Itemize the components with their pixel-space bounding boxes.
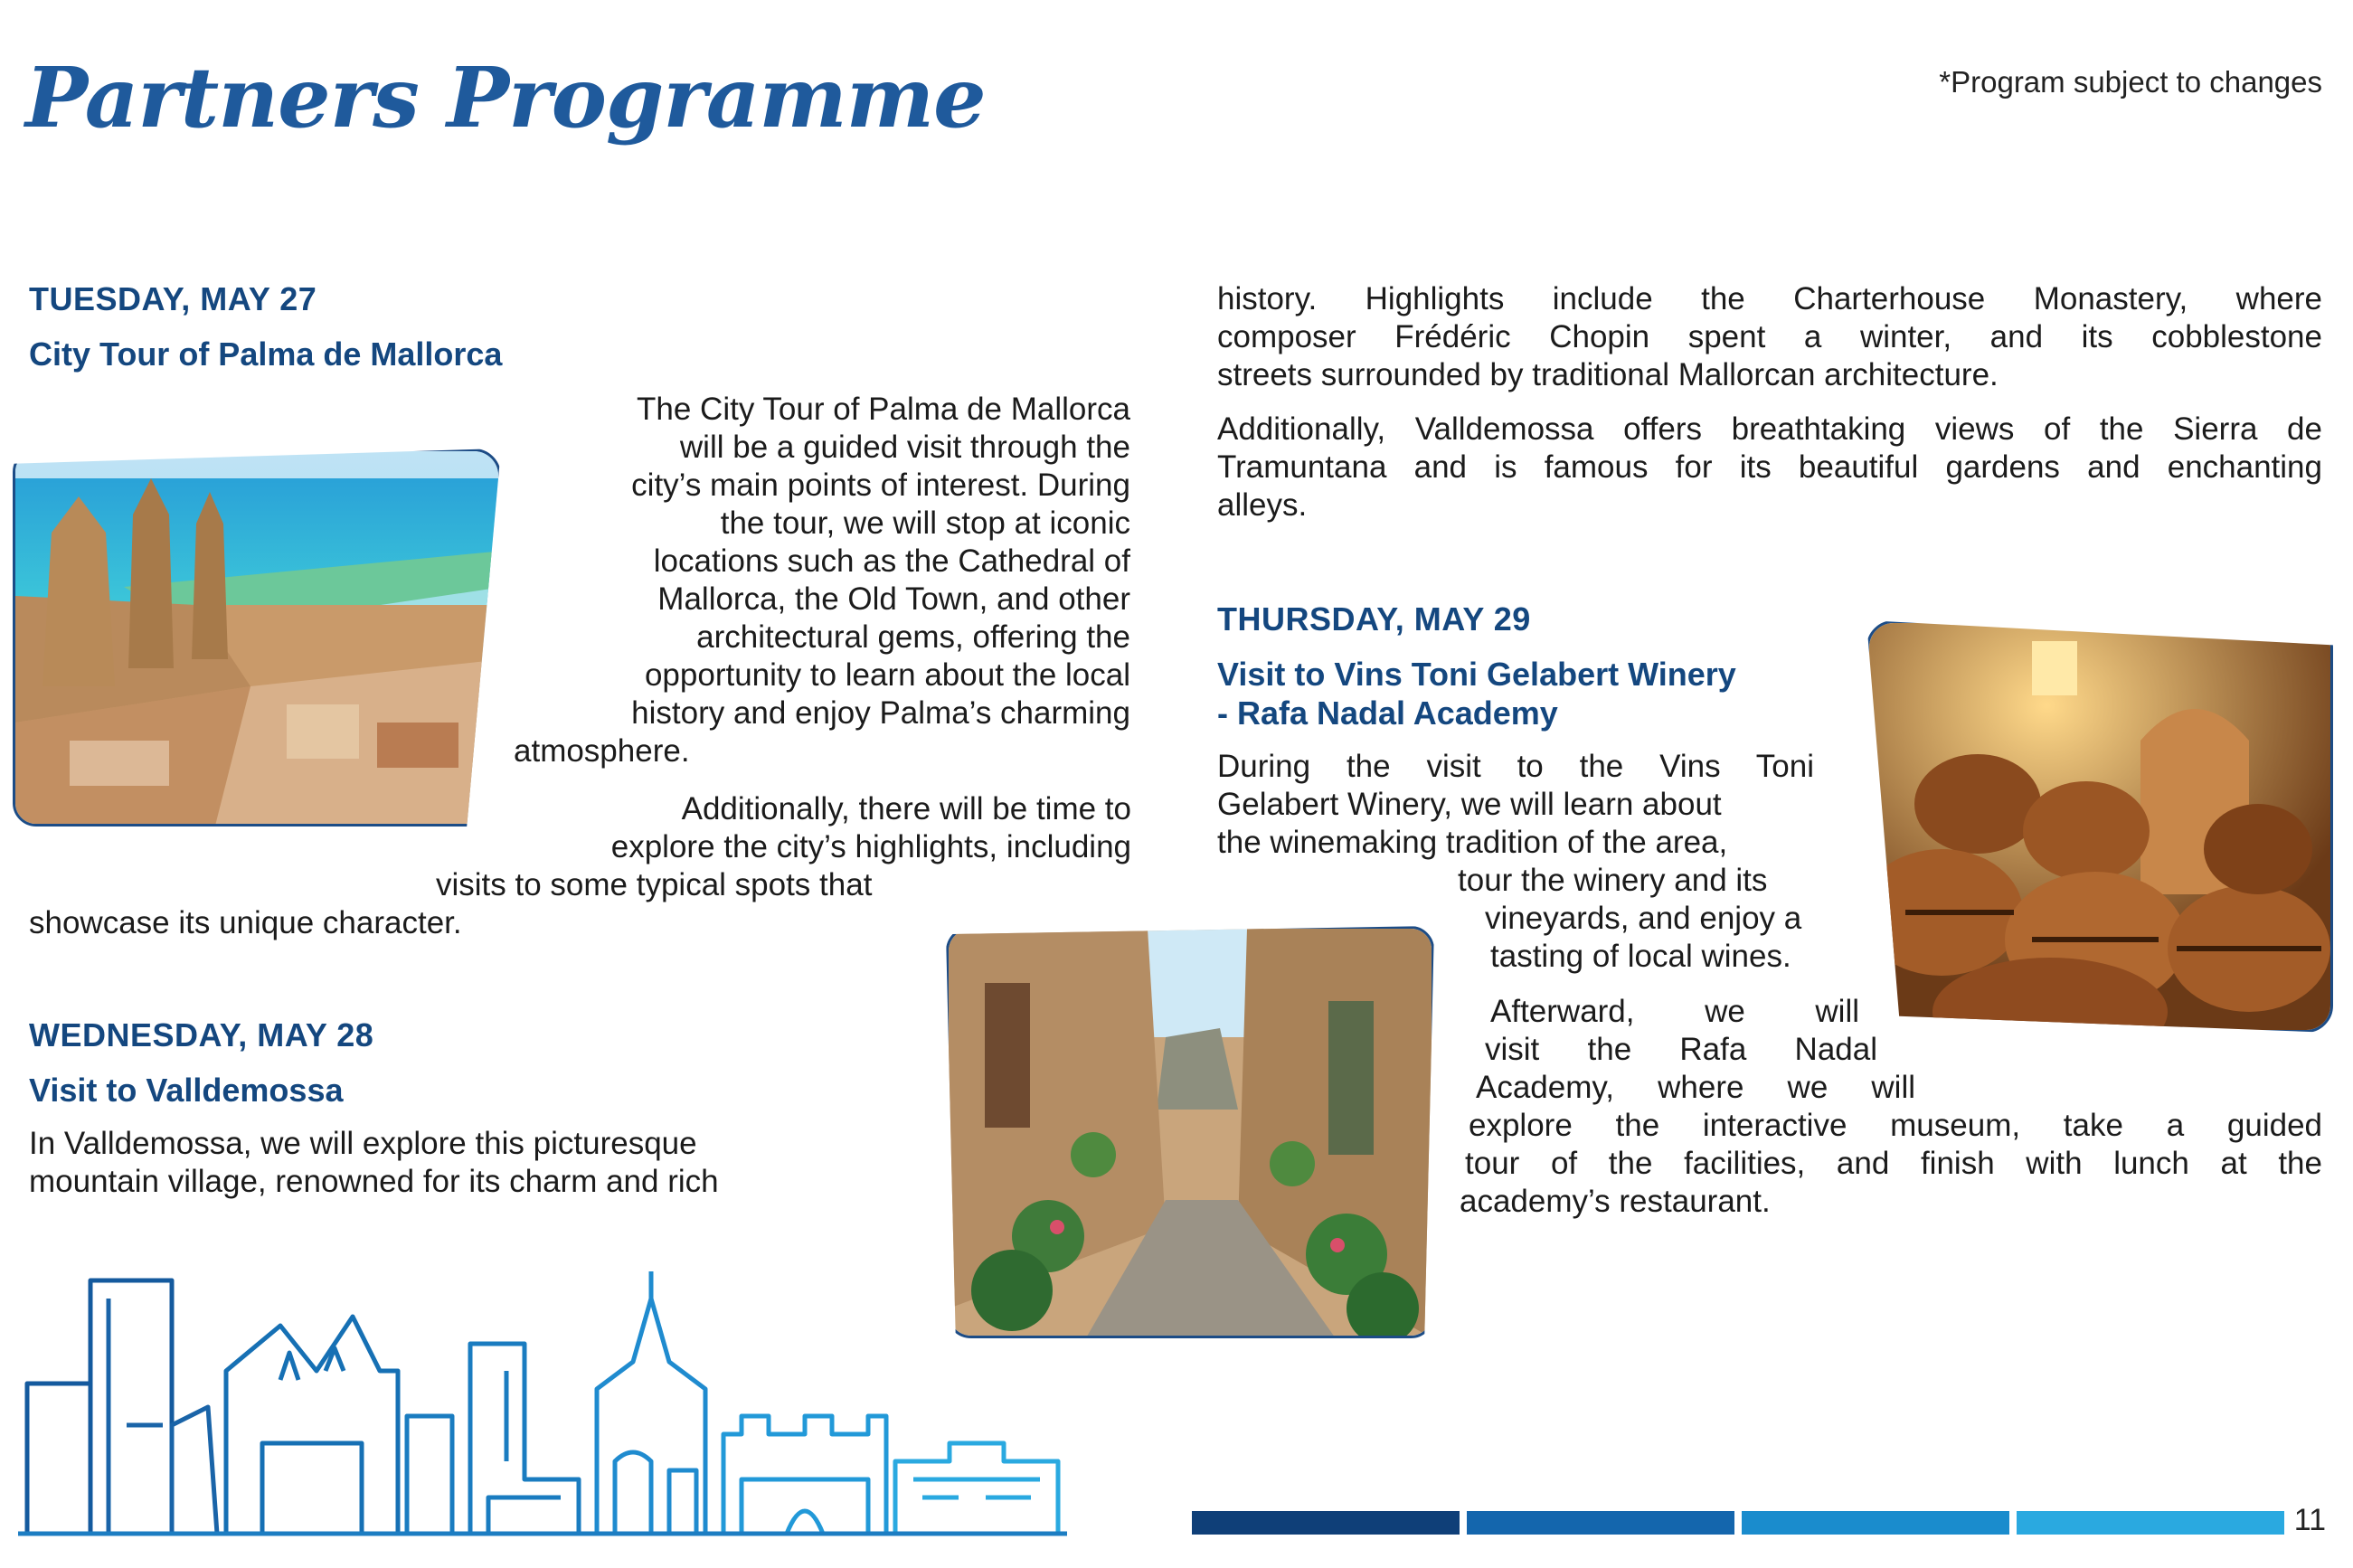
activity-line: - Rafa Nadal Academy (1217, 694, 1558, 732)
palma-cathedral-photo (13, 449, 501, 827)
text-line: mountain village, renowned for its charm and rich (29, 1164, 719, 1199)
text-line: Additionally, Valldemossa offers breathtaking views of the Sierra de (1217, 411, 2322, 447)
thursday-heading: THURSDAY, MAY 29 (1217, 600, 1531, 638)
tuesday-paragraph-1 (506, 391, 1130, 770)
tuesday-heading: TUESDAY, MAY 27 (29, 280, 317, 317)
palma-skyline-illustration (18, 1262, 1076, 1552)
text-line: visit the Rafa Nadal (1485, 1032, 1877, 1067)
text-line: the winemaking tradition of the area, (1217, 825, 1728, 860)
text-line: visits to some typical spots that (436, 867, 873, 902)
text-line: architectural gems, offering the (696, 619, 1130, 655)
page-title: Partners Programme (25, 49, 986, 146)
text-line: tasting of local wines. (1490, 939, 1791, 974)
text-line: locations such as the Cathedral of (653, 543, 1130, 579)
footer-bar-3 (1742, 1511, 2009, 1535)
text-line: alleys. (1217, 487, 1308, 523)
footer-bar-4 (2017, 1511, 2284, 1535)
text-line: will be a guided visit through the (679, 430, 1130, 465)
wednesday-paragraph-2 (1217, 411, 2322, 524)
footer-bar-1 (1192, 1511, 1460, 1535)
text-line: Afterward, we will (1490, 994, 1859, 1029)
text-line: Additionally, there will be time to (681, 791, 1131, 827)
text-line: history. Highlights include the Charterhouse Monastery, where (1217, 281, 2322, 316)
text-line: the tour, we will stop at iconic (720, 505, 1130, 541)
text-line: vineyards, and enjoy a (1485, 901, 1802, 936)
text-line: Mallorca, the Old Town, and other (657, 581, 1130, 617)
activity-line: Visit to Vins Toni Gelabert Winery (1217, 656, 1736, 693)
text-line: During the visit to the Vins Toni (1217, 749, 1814, 784)
text-line: Gelabert Winery, we will learn about (1217, 787, 1722, 822)
text-line: city’s main points of interest. During (631, 468, 1130, 503)
text-line: tour of the facilities, and finish with lunch at the (1465, 1146, 2322, 1181)
footer-bar-2 (1467, 1511, 1734, 1535)
text-line: atmosphere. (514, 733, 690, 769)
wine-cellar-barrels-photo (1866, 620, 2333, 1033)
text-line: Tramuntana and is famous for its beautiful gardens and enchanting (1217, 449, 2322, 485)
tuesday-activity: City Tour of Palma de Mallorca (29, 335, 503, 373)
wednesday-heading: WEDNESDAY, MAY 28 (29, 1016, 374, 1053)
text-line: The City Tour of Palma de Mallorca (637, 392, 1130, 427)
wednesday-continuation (1217, 280, 2322, 394)
text-line: explore the city’s highlights, including (610, 829, 1131, 864)
page-number: 11 (2293, 1503, 2326, 1537)
text-line: streets surrounded by traditional Mallorcan architecture. (1217, 357, 1999, 392)
text-line: Academy, where we will (1476, 1070, 1915, 1105)
text-line: explore the interactive museum, take a guided (1469, 1108, 2322, 1143)
text-line: tour the winery and its (1458, 863, 1768, 898)
wednesday-activity: Visit to Valldemossa (29, 1072, 344, 1109)
text-line: composer Frédéric Chopin spent a winter, and its cobblestone (1217, 319, 2322, 354)
text-line: academy’s restaurant. (1460, 1184, 1771, 1219)
program-note: *Program subject to changes (1939, 65, 2322, 99)
text-line: In Valldemossa, we will explore this picturesque (29, 1126, 697, 1161)
text-line: showcase its unique character. (29, 905, 462, 940)
text-line: history and enjoy Palma’s charming (631, 695, 1130, 731)
text-line: opportunity to learn about the local (644, 657, 1130, 693)
thursday-activity (1217, 655, 1736, 732)
